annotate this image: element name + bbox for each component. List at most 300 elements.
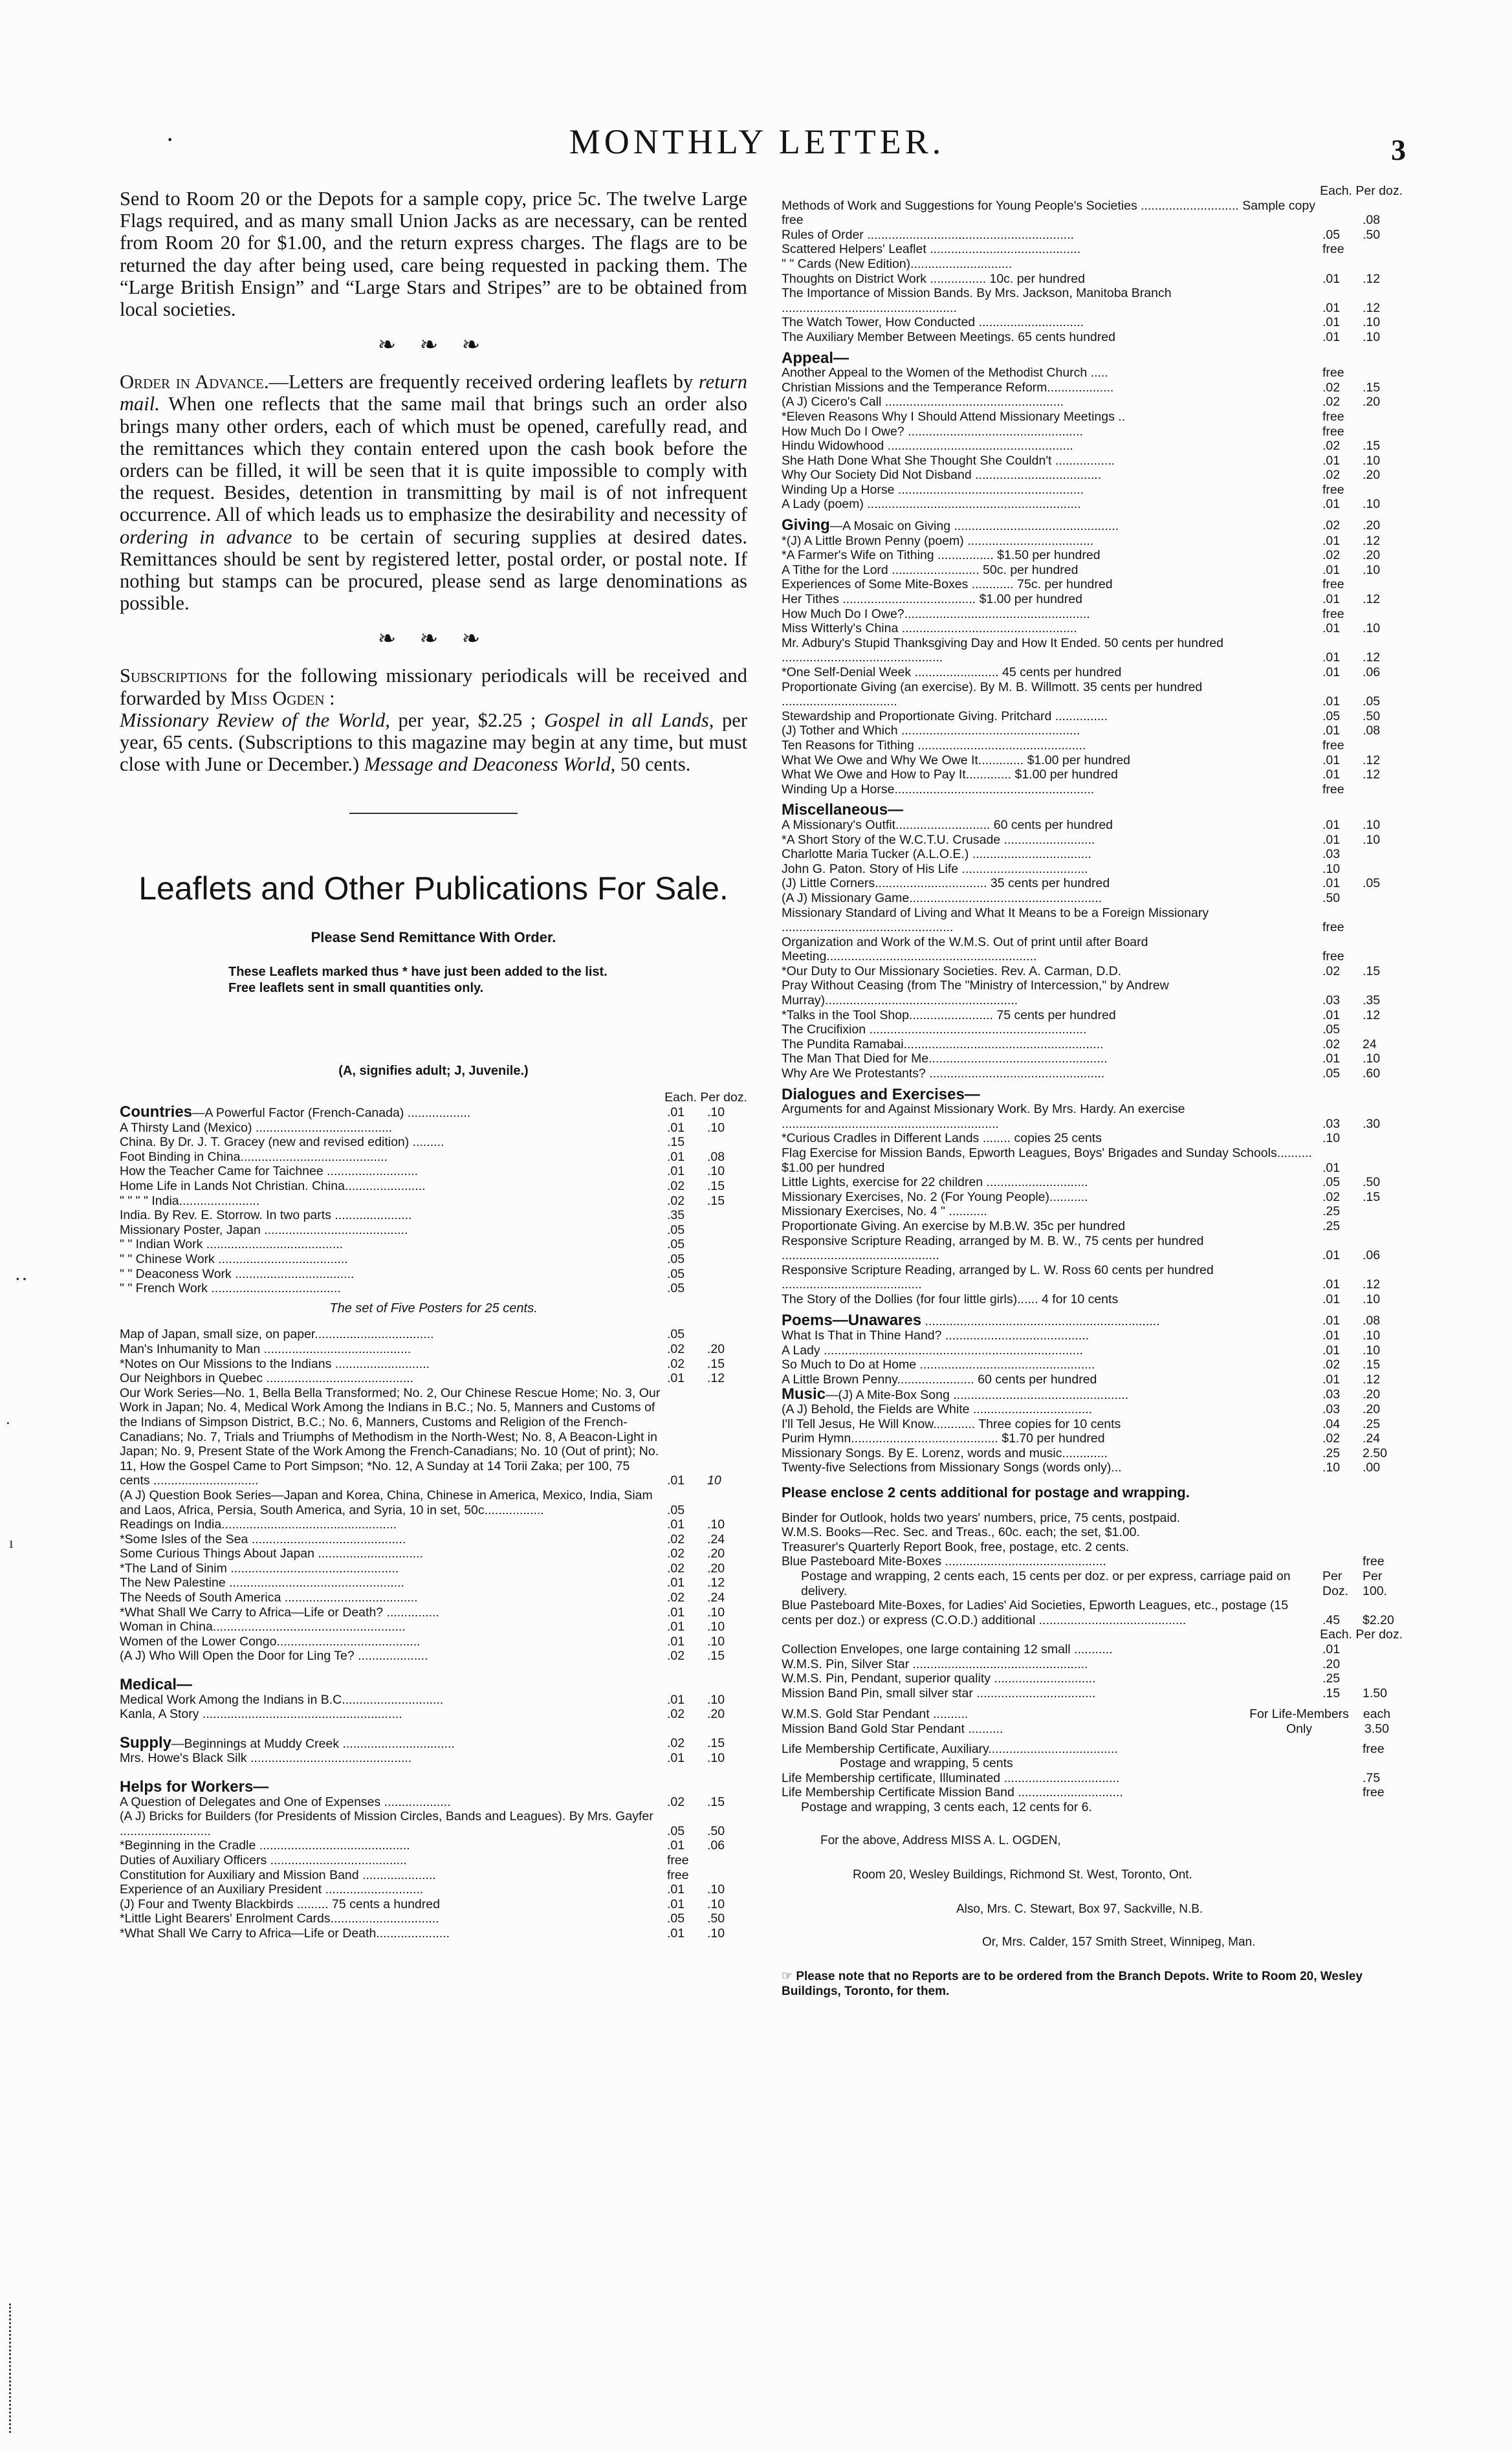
list-item	[782, 1671, 1403, 1686]
list-item	[120, 1809, 747, 1838]
list-item	[782, 1263, 1403, 1292]
list-item	[782, 592, 1403, 607]
price-doz: .08	[1363, 213, 1381, 228]
item-title: Blue Pasteboard Mite-Boxes ..............................................	[782, 1554, 1106, 1569]
countries2-list	[120, 1327, 747, 1385]
price-each: .03	[1322, 847, 1341, 862]
category-dialogues: Dialogues and Exercises—	[782, 1085, 980, 1103]
subs-text-e: 50 cents.	[615, 753, 691, 776]
price-each: .02	[1322, 380, 1341, 395]
price-each: .01	[1322, 453, 1341, 468]
item-title: Life Membership Certificate, Auxiliary.....................................	[782, 1741, 1118, 1756]
item-title: Missionary Poster, Japan .........................................	[120, 1222, 408, 1237]
list-item	[120, 1605, 747, 1620]
price-each: .01	[1322, 694, 1341, 709]
item-title: A Little Brown Penny...................... 60 cents per hundred	[782, 1372, 1097, 1387]
list-item	[120, 1561, 747, 1576]
price-each: free	[1322, 409, 1344, 424]
price-doz: .24	[707, 1532, 725, 1546]
item-title: Woman in China.......................................................	[120, 1620, 406, 1634]
list-item	[120, 1194, 747, 1209]
posters-note: The set of Five Posters for 25 cents.	[329, 1301, 538, 1315]
price-each: free	[1322, 738, 1344, 753]
price-each: .01	[667, 1605, 685, 1620]
price-each: .02	[1322, 518, 1341, 533]
price-each: .02	[1322, 1358, 1341, 1372]
countries-list	[120, 1105, 747, 1941]
list-item	[782, 782, 1403, 797]
item-title: *The Land of Sinim ................................................	[120, 1561, 399, 1576]
item-title: —(J) A Mite-Box Song ..................................................	[826, 1387, 1129, 1402]
item-title: *(J) A Little Brown Penny (poem) ....................................	[782, 533, 1094, 548]
price-doz: .12	[1363, 753, 1381, 767]
price-each: .02	[667, 1735, 685, 1750]
list-item	[120, 1179, 747, 1194]
item-title: Rules of Order ...........................................................	[782, 227, 1074, 242]
price-each: .01	[1322, 562, 1341, 577]
item-title: Proportionate Giving (an exercise). By M. B. Willmott. 35 cents per hundred .................................	[782, 679, 1203, 709]
price-doz: .20	[1363, 1387, 1381, 1402]
list-item	[782, 1190, 1403, 1205]
list-item	[782, 577, 1403, 592]
item-title: (A J) Missionary Game.......................................................	[782, 890, 1102, 905]
list-item	[782, 1742, 1403, 1757]
price-each: .03	[1322, 1116, 1341, 1131]
binding-edge	[9, 2304, 20, 2433]
item-title: How the Teacher Came for Taichnee ..........................	[120, 1164, 418, 1179]
list-item	[782, 468, 1403, 483]
list-item	[120, 1267, 747, 1282]
price-each: .25	[1322, 1671, 1341, 1686]
price-each: .01	[1322, 1248, 1341, 1263]
for-life-label: For Life-Members Only	[1249, 1707, 1349, 1736]
price-each: .25	[1322, 1218, 1341, 1233]
item-title: Purim Hymn.......................................... $1.70 per hundred	[782, 1431, 1105, 1446]
list-item	[120, 1357, 747, 1372]
item-title: Mrs. Howe's Black Silk ..............................................	[120, 1751, 412, 1766]
category-medical: Medical—	[120, 1676, 193, 1694]
list-item	[120, 1620, 747, 1634]
item-title: Some Curious Things About Japan ..............................	[120, 1546, 423, 1561]
price-doz: .12	[1363, 271, 1381, 286]
price-each: .02	[667, 1179, 685, 1194]
price-each: .10	[1322, 861, 1341, 876]
category-giving: Giving	[782, 518, 830, 534]
price-doz: .24	[707, 1590, 725, 1605]
item-title: Foot Binding in China..........................................	[120, 1149, 388, 1164]
item-title: Constitution for Auxiliary and Mission Band .....................	[120, 1867, 436, 1882]
price-doz: .50	[1363, 227, 1381, 242]
price-each: .03	[1322, 1402, 1341, 1417]
price-each: .01	[1322, 592, 1341, 607]
price-doz: .50	[707, 1911, 725, 1926]
item-title: Mission Band Pin, small silver star ..................................	[782, 1686, 1096, 1700]
price-doz: .10	[1363, 1051, 1381, 1066]
list-item	[120, 1281, 747, 1296]
binder-line: Binder for Outlook, holds two years' numbers, price, 75 cents, postpaid.	[782, 1510, 1181, 1525]
price-doz: .12	[1363, 300, 1381, 315]
price-each: .05	[1322, 1175, 1341, 1190]
item-title: Blue Pasteboard Mite-Boxes, for Ladies' Aid Societies, Epworth Leagues, etc., postage (15 cents per doz.) or express (C.O.D.) additional ..........................................	[782, 1598, 1289, 1627]
item-title: Missionary Standard of Living and What It Means to be a Foreign Missionary .................................................	[782, 905, 1209, 935]
price-each: .02	[667, 1193, 685, 1208]
list-item	[782, 286, 1403, 315]
price-doz: .20	[1363, 468, 1381, 483]
price-each: .02	[1322, 468, 1341, 483]
item-title: W.M.S. Pin, Pendant, superior quality .............................	[782, 1671, 1096, 1686]
item-title: A Lady (poem) .............................................................	[782, 497, 1081, 512]
price-doz: .08	[1363, 1313, 1381, 1328]
price-doz: .60	[1363, 1066, 1381, 1081]
price-each: .01	[1322, 315, 1341, 330]
item-title: Experience of an Auxiliary President ............................	[120, 1882, 424, 1897]
item-title: A Question of Delegates and One of Expenses ...................	[120, 1794, 451, 1809]
item-title: The Needs of South America ......................................	[120, 1590, 418, 1605]
list-item	[782, 1358, 1403, 1372]
subs-text-c: per year, $2.25 ;	[389, 709, 544, 731]
list-item	[782, 1554, 1403, 1569]
price-doz: 24	[1363, 1037, 1377, 1051]
order-italic-b: ordering in advance	[120, 525, 292, 548]
item-title: Flag Exercise for Mission Bands, Epworth Leagues, Boys' Brigades and Sunday Schools.......... $1.00 per hundred	[782, 1146, 1312, 1175]
each-label: each	[1363, 1707, 1391, 1722]
price-each: .03	[1322, 1387, 1341, 1402]
list-item	[120, 1649, 747, 1664]
price-each: .01	[667, 1838, 685, 1853]
life3-wrap: Postage and wrapping, 3 cents each, 12 cents for 6.	[801, 1799, 1092, 1814]
price-each: .02	[1322, 1431, 1341, 1446]
gold-star-block	[782, 1707, 1403, 1736]
price-doz: .20	[707, 1546, 725, 1561]
price-doz: .15	[1363, 963, 1381, 978]
item-title: The Pundita Ramabai.........................................................	[782, 1037, 1104, 1051]
list-item	[782, 1146, 1403, 1175]
price-each: .01	[1322, 1372, 1341, 1387]
price-doz: .20	[1363, 1402, 1381, 1417]
price-doz: .08	[707, 1149, 725, 1164]
list-item	[782, 833, 1403, 848]
price-each: free	[1322, 242, 1344, 257]
price-each: .01	[1322, 753, 1341, 767]
item-title: " " Indian Work .......................................	[120, 1237, 344, 1252]
price-each: .01	[1322, 1160, 1341, 1175]
subs-text-a: for the following missionary periodicals will be received and forwarded by	[120, 665, 747, 709]
price-doz: free	[1363, 1554, 1385, 1569]
price-doz: .10	[1363, 832, 1381, 847]
item-title: How Much Do I Owe?.....................................................	[782, 606, 1090, 621]
price-doz: .50	[707, 1823, 725, 1838]
header-dot: ·	[166, 125, 175, 154]
list-item	[782, 1022, 1403, 1037]
price-each: .02	[667, 1561, 685, 1576]
price-each: .02	[1322, 439, 1341, 454]
dialogues-list	[782, 1102, 1403, 1306]
price-doz: .12	[1363, 533, 1381, 548]
item-title: Her Tithes ...................................... $1.00 per hundred	[782, 592, 1082, 607]
list-item	[120, 1327, 747, 1342]
price-each: .20	[1322, 1656, 1341, 1671]
price-each: .01	[667, 1473, 685, 1488]
list-item	[782, 818, 1403, 833]
gold-price: 3.50	[1364, 1721, 1389, 1736]
order-heading: Order in Advance.	[120, 371, 269, 393]
list-item	[120, 1150, 747, 1165]
item-title: " " Deaconess Work ..................................	[120, 1266, 355, 1281]
countries-rest	[120, 1121, 747, 1296]
list-item	[120, 1164, 747, 1179]
price-doz: .20	[1363, 395, 1381, 410]
list-item	[782, 1431, 1403, 1446]
item-title: *Eleven Reasons Why I Should Attend Missionary Meetings ..	[782, 409, 1126, 424]
price-each: free	[1322, 482, 1344, 497]
price-each: .15	[1322, 1686, 1341, 1700]
price-each: .45	[1322, 1612, 1341, 1627]
item-title: *Talks in the Tool Shop........................ 75 cents per hundred	[782, 1007, 1116, 1022]
item-title: Why Are We Protestants? ..................................................	[782, 1066, 1105, 1081]
item-title: (J) Little Corners................................ 35 cents per hundred	[782, 876, 1110, 891]
item-title: *A Short Story of the W.C.T.U. Crusade ..........................	[782, 832, 1095, 847]
price-doz: .06	[707, 1838, 725, 1853]
list-item	[782, 1657, 1403, 1672]
item-title: Winding Up a Horse .....................................................	[782, 482, 1084, 497]
item-title: Stewardship and Proportionate Giving. Pritchard ...............	[782, 709, 1108, 723]
price-doz: .12	[1363, 1007, 1381, 1022]
price-doz: .10	[1363, 562, 1381, 577]
item-title: Medical Work Among the Indians in B.C.............................	[120, 1692, 444, 1707]
item-title: Readings on India..................................................	[120, 1517, 397, 1532]
subs-italic-c: Message and Deaconess World,	[364, 753, 616, 776]
list-item	[782, 424, 1403, 439]
item-title: The Auxiliary Member Between Meetings. 65 cents hundred	[782, 329, 1115, 344]
item-title: Duties of Auxiliary Officers .......................................	[120, 1853, 407, 1867]
paragraph-flags: Send to Room 20 or the Depots for a sample copy, price 5c. The twelve Large Flags required, and as many small Union Jacks as are necessary, can be rented from Room 20 for $1.00, and the return express charges. The flags are to be returned the day after being used, care being requested in packing them. The “Large British Ensign” and “Large Stars and Stripes” are to be obtained from local societies.	[120, 188, 747, 321]
price-each: .01	[1322, 650, 1341, 665]
item-title: Kanla, A Story .........................................................	[120, 1707, 402, 1722]
list-item	[782, 1292, 1403, 1307]
item-title: Missionary Songs. By E. Lorenz, words and music.............	[782, 1446, 1108, 1460]
price-doz: .12	[1363, 1372, 1381, 1387]
price-each: .04	[1322, 1416, 1341, 1431]
page-title: MONTHLY LETTER.	[569, 122, 945, 161]
ornament-divider: ❧ ❧ ❧	[377, 333, 490, 358]
list-item	[782, 636, 1403, 665]
final-note	[782, 1969, 1403, 1999]
price-doz: .06	[1363, 1248, 1381, 1263]
price-each: .02	[667, 1546, 685, 1561]
item-title: —Beginnings at Muddy Creek ................................	[171, 1736, 455, 1751]
item-title: The New Palestine ..................................................	[120, 1576, 404, 1590]
list-item	[782, 1066, 1403, 1081]
list-item	[782, 1343, 1403, 1358]
price-each: .01	[1322, 1313, 1341, 1328]
added-note: These Leaflets marked thus * have just been added to the list.	[228, 965, 608, 980]
list-item	[782, 257, 1403, 272]
item-title: Responsive Scripture Reading, arranged by M. B. W., 75 cents per hundred .............................................	[782, 1233, 1204, 1263]
subs-text-b: :	[324, 687, 335, 709]
list-item	[782, 891, 1403, 906]
price-each: .05	[1322, 1066, 1341, 1081]
price-each: .01	[1322, 300, 1341, 315]
price-doz: 10	[707, 1473, 721, 1488]
list-item	[782, 607, 1403, 622]
item-title: (A J) Who Will Open the Door for Ling Te? ....................	[120, 1649, 428, 1664]
price-doz: .20	[1363, 518, 1381, 533]
list-item	[782, 1234, 1403, 1263]
price-each: .01	[667, 1897, 685, 1911]
treasurer-line: Treasurer's Quarterly Report Book, free, postage, etc. 2 cents.	[782, 1539, 1130, 1554]
list-item	[120, 1386, 747, 1488]
price-doz: .10	[707, 1882, 725, 1897]
price-each: .01	[1322, 767, 1341, 782]
price-each: .05	[667, 1237, 685, 1252]
item-title: (J) Four and Twenty Blackbirds ......... 75 cents a hundred	[120, 1897, 440, 1911]
list-item	[782, 1314, 1403, 1329]
price-doz: .15	[707, 1794, 725, 1809]
price-each: .05	[1322, 227, 1341, 242]
price-doz: .10	[1363, 453, 1381, 468]
list-item	[782, 621, 1403, 636]
price-doz: .20	[707, 1341, 725, 1356]
price-doz: .25	[1363, 1416, 1381, 1431]
price-each: .01	[667, 1882, 685, 1897]
price-each: free	[1322, 949, 1344, 964]
price-each: .01	[667, 1371, 685, 1386]
per-100-label: Per 100.	[1363, 1569, 1387, 1598]
price-each: .01	[667, 1634, 685, 1649]
list-item	[120, 1707, 747, 1722]
price-doz: .10	[707, 1105, 725, 1120]
list-item	[782, 1372, 1403, 1387]
pointing-hand-icon: ☞	[782, 1969, 796, 1983]
price-each: .01	[1322, 621, 1341, 636]
list-item	[782, 518, 1403, 534]
price-doz: .10	[1363, 621, 1381, 636]
price-doz: .12	[1363, 1277, 1381, 1292]
price-each: .01	[667, 1692, 685, 1707]
list-item	[120, 1853, 747, 1868]
list-item	[782, 454, 1403, 468]
list-item	[120, 1693, 747, 1708]
list-item	[782, 563, 1403, 578]
list-item	[782, 548, 1403, 563]
price-each: .15	[667, 1135, 685, 1150]
price-each: .02	[1322, 548, 1341, 563]
price-doz: .10	[707, 1634, 725, 1649]
list-item	[782, 497, 1403, 512]
address-toronto: Room 20, Wesley Buildings, Richmond St. West, Toronto, Ont.	[853, 1867, 1192, 1882]
item-title: Another Appeal to the Women of the Methodist Church .....	[782, 366, 1108, 380]
list-item	[782, 1219, 1403, 1234]
item-title: The Watch Tower, How Conducted ..............................	[782, 315, 1084, 330]
item-title: Why Our Society Did Not Disband ....................................	[782, 468, 1102, 483]
item-title: The Story of the Dollies (for four little girls)...... 4 for 10 cents	[782, 1292, 1119, 1306]
item-title: Our Neighbors in Quebec ..........................................	[120, 1371, 414, 1386]
giving-list	[782, 534, 1403, 797]
price-doz: .15	[707, 1649, 725, 1664]
category-music: Music	[782, 1387, 826, 1403]
price-each: .01	[667, 1105, 685, 1120]
ornament-divider-2: ❧ ❧ ❧	[377, 627, 490, 652]
item-title: So Much to Do at Home ..................................................	[782, 1358, 1095, 1372]
free-note: Free leaflets sent in small quantities only.	[228, 981, 484, 996]
price-each: .50	[1322, 890, 1341, 905]
list-item	[782, 680, 1403, 709]
list-item	[782, 1204, 1403, 1219]
price-each: .02	[667, 1356, 685, 1371]
section-rule	[349, 813, 518, 814]
item-title: The Man That Died for Me...................................................	[782, 1051, 1108, 1066]
price-each: .01	[1322, 271, 1341, 286]
price-doz: .12	[1363, 592, 1381, 607]
price-doz: .12	[707, 1576, 725, 1590]
item-title: Missionary Exercises, No. 4 " ...........	[782, 1204, 987, 1219]
item-title: Postage and wrapping, 2 cents each, 15 cents per doz. or per express, carriage paid on delivery.	[801, 1569, 1291, 1598]
price-doz: .05	[1363, 876, 1381, 891]
item-title: What We Owe and How to Pay It............. $1.00 per hundred	[782, 767, 1118, 782]
item-title: Scattered Helpers' Leaflet ...........................................	[782, 242, 1081, 257]
medical-list	[120, 1693, 747, 1722]
helps-list	[120, 1795, 747, 1941]
misc2-list	[782, 1642, 1403, 1700]
list-item	[782, 709, 1403, 724]
price-doz: .20	[707, 1707, 725, 1722]
list-item	[782, 483, 1403, 498]
list-item	[782, 1569, 1403, 1598]
item-title: W.M.S. Pin, Silver Star ..................................................	[782, 1656, 1088, 1671]
item-title: Ten Reasons for Tithing ................................................	[782, 738, 1086, 753]
list-item	[782, 1037, 1403, 1052]
item-title: What We Owe and Why We Owe It............. $1.00 per hundred	[782, 753, 1131, 767]
price-doz: .50	[1363, 709, 1381, 723]
price-doz: .10	[707, 1120, 725, 1135]
price-each: .02	[1322, 1189, 1341, 1204]
list-item	[782, 906, 1403, 935]
item-title: Map of Japan, small size, on paper..................................	[120, 1327, 434, 1342]
list-item	[782, 199, 1403, 228]
price-doz: .10	[1363, 1328, 1381, 1343]
price-doz: .10	[707, 1692, 725, 1707]
item-title: Charlotte Maria Tucker (A.L.O.E.) ..................................	[782, 847, 1091, 862]
list-item	[120, 1897, 747, 1912]
paragraph-order-in-advance	[120, 371, 747, 614]
list-item	[782, 410, 1403, 424]
margin-mark: ·	[5, 1414, 11, 1433]
item-title: Pray Without Ceasing (from The "Ministry of Intercession," by Andrew Murray).......................................................	[782, 978, 1169, 1008]
list-item	[120, 1882, 747, 1897]
price-doz: .10	[707, 1926, 725, 1941]
price-each: .05	[667, 1502, 685, 1517]
item-title: Methods of Work and Suggestions for Young People's Societies ............................ Sample copy free	[782, 198, 1315, 228]
price-each: .05	[1322, 1022, 1341, 1037]
price-each: .10	[1322, 1131, 1341, 1146]
item-title: Responsive Scripture Reading, arranged by L. W. Ross 60 cents per hundred ........................................	[782, 1262, 1214, 1292]
item-title: I'll Tell Jesus, He Will Know............ Three copies for 10 cents	[782, 1416, 1121, 1431]
item-title: Twenty-five Selections from Missionary Songs (words only)...	[782, 1460, 1122, 1475]
price-each: free	[1322, 577, 1344, 592]
list-item	[782, 723, 1403, 738]
item-title: —A Mosaic on Giving ...............................................	[829, 519, 1119, 534]
item-title: Winding Up a Horse.........................................................	[782, 782, 1095, 797]
list-item	[120, 1576, 747, 1590]
item-title: Arguments for and Against Missionary Work. By Mrs. Hardy. An exercise ..............................................................	[782, 1102, 1185, 1131]
list-item	[782, 1446, 1403, 1461]
price-each: .05	[667, 1222, 685, 1237]
music-list	[782, 1402, 1403, 1475]
each-per-doz-label: Each. Per doz.	[1320, 1627, 1403, 1642]
list-item	[782, 978, 1403, 1007]
list-item	[120, 1590, 747, 1605]
price-doz: .10	[1363, 497, 1381, 512]
